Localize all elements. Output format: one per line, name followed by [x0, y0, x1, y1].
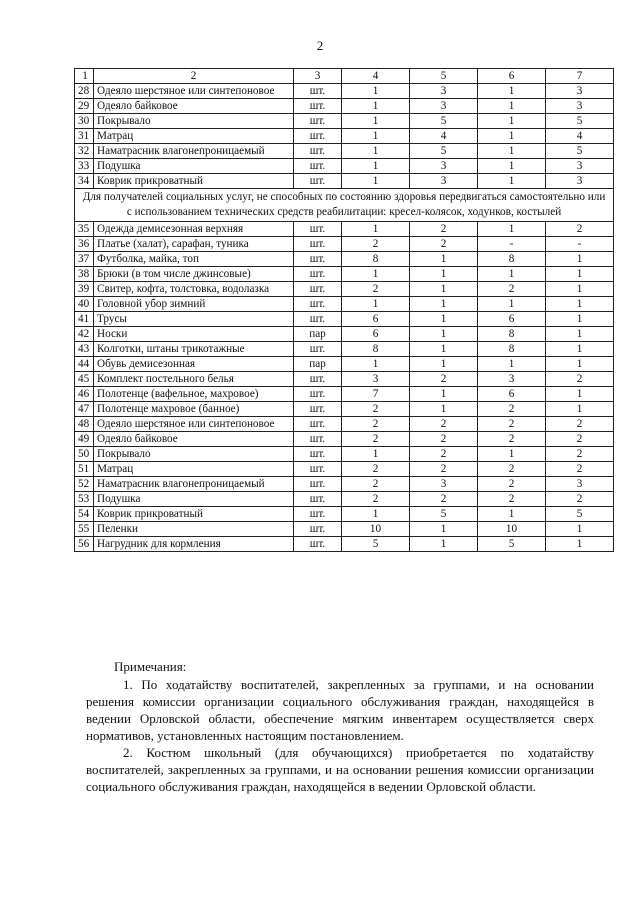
value-col-7: 3 [546, 159, 614, 174]
row-number: 47 [75, 402, 94, 417]
value-col-6: 6 [478, 312, 546, 327]
value-col-5: 3 [410, 477, 478, 492]
table-row [75, 267, 614, 282]
column-header: 5 [410, 69, 478, 84]
value-col-6: 8 [478, 252, 546, 267]
value-col-5: 1 [410, 357, 478, 372]
table-row [75, 114, 614, 129]
value-col-6: 6 [478, 387, 546, 402]
unit: шт. [294, 99, 342, 114]
unit: шт. [294, 507, 342, 522]
row-number: 56 [75, 537, 94, 552]
item-name: Подушка [94, 159, 294, 174]
value-col-6: 2 [478, 477, 546, 492]
value-col-5: 2 [410, 372, 478, 387]
table-header-row [75, 69, 614, 84]
value-col-7: 1 [546, 537, 614, 552]
value-col-4: 1 [342, 99, 410, 114]
unit: шт. [294, 462, 342, 477]
value-col-6: 1 [478, 84, 546, 99]
item-name: Одеяло шерстяное или синтепоновое [94, 84, 294, 99]
value-col-7: 5 [546, 144, 614, 159]
table-row [75, 402, 614, 417]
row-number: 39 [75, 282, 94, 297]
item-name: Подушка [94, 492, 294, 507]
row-number: 52 [75, 477, 94, 492]
item-name: Полотенце (вафельное, махровое) [94, 387, 294, 402]
row-number: 34 [75, 174, 94, 189]
unit: шт. [294, 492, 342, 507]
value-col-7: 3 [546, 99, 614, 114]
item-name: Футболка, майка, топ [94, 252, 294, 267]
value-col-4: 1 [342, 159, 410, 174]
page-number: 2 [316, 38, 324, 53]
unit: пар [294, 357, 342, 372]
value-col-6: 2 [478, 432, 546, 447]
column-header: 4 [342, 69, 410, 84]
value-col-6: 1 [478, 357, 546, 372]
note-item-1: 1. По ходатайству воспитателей, закрепленных за группами, и на основании решения комиссии организации социального обслуживания граждан, находящейся в ведении Орловской области, обеспечение мягким инвентарем осуществляется сверх нормативов, установленных настоящим постановлением. [86, 677, 594, 743]
item-name: Трусы [94, 312, 294, 327]
row-number: 42 [75, 327, 94, 342]
value-col-4: 1 [342, 267, 410, 282]
item-name: Комплект постельного белья [94, 372, 294, 387]
value-col-5: 1 [410, 537, 478, 552]
value-col-5: 2 [410, 462, 478, 477]
value-col-4: 6 [342, 327, 410, 342]
value-col-6: 1 [478, 267, 546, 282]
item-name: Носки [94, 327, 294, 342]
value-col-4: 2 [342, 417, 410, 432]
table-row [75, 372, 614, 387]
value-col-6: 1 [478, 99, 546, 114]
value-col-6: - [478, 237, 546, 252]
value-col-7: 2 [546, 492, 614, 507]
value-col-5: 5 [410, 114, 478, 129]
value-col-4: 1 [342, 144, 410, 159]
unit: шт. [294, 84, 342, 99]
value-col-4: 1 [342, 297, 410, 312]
unit: шт. [294, 159, 342, 174]
unit: шт. [294, 342, 342, 357]
value-col-5: 3 [410, 99, 478, 114]
value-col-5: 1 [410, 297, 478, 312]
table-row [75, 297, 614, 312]
row-number: 43 [75, 342, 94, 357]
value-col-5: 1 [410, 312, 478, 327]
row-number: 35 [75, 222, 94, 237]
table-row [75, 432, 614, 447]
value-col-7: 1 [546, 387, 614, 402]
column-header: 3 [294, 69, 342, 84]
value-col-7: 5 [546, 114, 614, 129]
table-row [75, 282, 614, 297]
table-row [75, 387, 614, 402]
value-col-5: 2 [410, 222, 478, 237]
table-row [75, 252, 614, 267]
value-col-5: 2 [410, 432, 478, 447]
value-col-5: 5 [410, 144, 478, 159]
unit: шт. [294, 432, 342, 447]
table-row [75, 84, 614, 99]
value-col-4: 1 [342, 357, 410, 372]
value-col-7: 1 [546, 267, 614, 282]
value-col-6: 3 [478, 372, 546, 387]
unit: шт. [294, 282, 342, 297]
unit: шт. [294, 114, 342, 129]
value-col-6: 2 [478, 417, 546, 432]
table-row [75, 447, 614, 462]
value-col-4: 1 [342, 84, 410, 99]
value-col-7: 1 [546, 342, 614, 357]
value-col-6: 1 [478, 222, 546, 237]
value-col-4: 8 [342, 342, 410, 357]
value-col-5: 5 [410, 507, 478, 522]
item-name: Свитер, кофта, толстовка, водолазка [94, 282, 294, 297]
section-heading-row [75, 189, 614, 222]
table-row [75, 99, 614, 114]
value-col-7: 2 [546, 222, 614, 237]
value-col-4: 1 [342, 174, 410, 189]
row-number: 45 [75, 372, 94, 387]
value-col-7: 1 [546, 357, 614, 372]
row-number: 50 [75, 447, 94, 462]
item-name: Пеленки [94, 522, 294, 537]
unit: шт. [294, 297, 342, 312]
item-name: Головной убор зимний [94, 297, 294, 312]
value-col-7: 5 [546, 507, 614, 522]
unit: шт. [294, 447, 342, 462]
item-name: Одеяло байковое [94, 99, 294, 114]
value-col-6: 8 [478, 327, 546, 342]
value-col-4: 1 [342, 129, 410, 144]
value-col-6: 1 [478, 144, 546, 159]
item-name: Покрывало [94, 447, 294, 462]
unit: шт. [294, 144, 342, 159]
value-col-6: 2 [478, 282, 546, 297]
item-name: Обувь демисезонная [94, 357, 294, 372]
value-col-4: 7 [342, 387, 410, 402]
value-col-4: 2 [342, 237, 410, 252]
table-row [75, 222, 614, 237]
table-row [75, 327, 614, 342]
unit: шт. [294, 477, 342, 492]
table-row [75, 477, 614, 492]
value-col-5: 2 [410, 237, 478, 252]
row-number: 55 [75, 522, 94, 537]
value-col-7: 4 [546, 129, 614, 144]
value-col-7: 1 [546, 297, 614, 312]
value-col-7: 3 [546, 477, 614, 492]
value-col-7: 3 [546, 174, 614, 189]
value-col-7: 1 [546, 402, 614, 417]
unit: шт. [294, 237, 342, 252]
value-col-7: 2 [546, 432, 614, 447]
notes-section [86, 658, 594, 795]
value-col-7: 2 [546, 372, 614, 387]
item-name: Одеяло байковое [94, 432, 294, 447]
value-col-7: 2 [546, 417, 614, 432]
value-col-6: 1 [478, 129, 546, 144]
value-col-7: - [546, 237, 614, 252]
item-name: Одеяло шерстяное или синтепоновое [94, 417, 294, 432]
value-col-5: 1 [410, 282, 478, 297]
value-col-5: 4 [410, 129, 478, 144]
value-col-4: 3 [342, 372, 410, 387]
table-row [75, 129, 614, 144]
column-header: 2 [94, 69, 294, 84]
value-col-5: 1 [410, 522, 478, 537]
unit: шт. [294, 174, 342, 189]
item-name: Коврик прикроватный [94, 507, 294, 522]
item-name: Матрац [94, 129, 294, 144]
value-col-4: 2 [342, 282, 410, 297]
table-row [75, 174, 614, 189]
note-item-2: 2. Костюм школьный (для обучающихся) приобретается по ходатайству воспитателей, закрепленных за группами, и на основании решения комиссии организации социального обслуживания граждан, находящейся в ведении Орловской области. [86, 745, 594, 794]
row-number: 53 [75, 492, 94, 507]
row-number: 28 [75, 84, 94, 99]
row-number: 36 [75, 237, 94, 252]
item-name: Коврик прикроватный [94, 174, 294, 189]
row-number: 40 [75, 297, 94, 312]
value-col-7: 2 [546, 447, 614, 462]
column-header: 1 [75, 69, 94, 84]
item-name: Брюки (в том числе джинсовые) [94, 267, 294, 282]
value-col-6: 1 [478, 507, 546, 522]
row-number: 46 [75, 387, 94, 402]
row-number: 38 [75, 267, 94, 282]
value-col-5: 3 [410, 174, 478, 189]
value-col-5: 3 [410, 84, 478, 99]
item-name: Нагрудник для кормления [94, 537, 294, 552]
row-number: 48 [75, 417, 94, 432]
unit: шт. [294, 129, 342, 144]
notes-title: Примечания: [114, 659, 187, 674]
unit: пар [294, 327, 342, 342]
value-col-4: 1 [342, 507, 410, 522]
row-number: 54 [75, 507, 94, 522]
column-header: 6 [478, 69, 546, 84]
value-col-4: 2 [342, 432, 410, 447]
value-col-7: 1 [546, 327, 614, 342]
value-col-6: 5 [478, 537, 546, 552]
value-col-7: 3 [546, 84, 614, 99]
value-col-4: 8 [342, 252, 410, 267]
row-number: 30 [75, 114, 94, 129]
item-name: Полотенце махровое (банное) [94, 402, 294, 417]
table-row [75, 492, 614, 507]
value-col-4: 1 [342, 222, 410, 237]
column-header: 7 [546, 69, 614, 84]
row-number: 32 [75, 144, 94, 159]
value-col-4: 1 [342, 114, 410, 129]
value-col-4: 2 [342, 477, 410, 492]
item-name: Наматрасник влагонепроницаемый [94, 144, 294, 159]
item-name: Колготки, штаны трикотажные [94, 342, 294, 357]
value-col-7: 1 [546, 522, 614, 537]
value-col-5: 2 [410, 417, 478, 432]
value-col-5: 2 [410, 492, 478, 507]
value-col-5: 1 [410, 267, 478, 282]
table-row [75, 537, 614, 552]
table-row [75, 522, 614, 537]
section-heading: Для получателей социальных услуг, не способных по состоянию здоровья передвигаться самостоятельно или с использованием технических средств реабилитации: кресел-колясок, ходунков, костылей [75, 189, 614, 222]
value-col-7: 2 [546, 462, 614, 477]
value-col-4: 2 [342, 462, 410, 477]
row-number: 37 [75, 252, 94, 267]
table-row [75, 507, 614, 522]
row-number: 49 [75, 432, 94, 447]
row-number: 31 [75, 129, 94, 144]
table-row [75, 462, 614, 477]
norms-table [74, 68, 614, 552]
unit: шт. [294, 402, 342, 417]
item-name: Матрац [94, 462, 294, 477]
value-col-6: 1 [478, 114, 546, 129]
value-col-6: 1 [478, 159, 546, 174]
unit: шт. [294, 417, 342, 432]
item-name: Наматрасник влагонепроницаемый [94, 477, 294, 492]
row-number: 29 [75, 99, 94, 114]
value-col-4: 10 [342, 522, 410, 537]
unit: шт. [294, 372, 342, 387]
unit: шт. [294, 387, 342, 402]
table-row [75, 417, 614, 432]
unit: шт. [294, 312, 342, 327]
item-name: Одежда демисезонная верхняя [94, 222, 294, 237]
row-number: 44 [75, 357, 94, 372]
unit: шт. [294, 267, 342, 282]
value-col-7: 1 [546, 282, 614, 297]
row-number: 51 [75, 462, 94, 477]
value-col-5: 1 [410, 387, 478, 402]
table-row [75, 342, 614, 357]
row-number: 41 [75, 312, 94, 327]
value-col-6: 2 [478, 462, 546, 477]
value-col-5: 1 [410, 252, 478, 267]
value-col-6: 1 [478, 297, 546, 312]
value-col-4: 1 [342, 447, 410, 462]
value-col-4: 2 [342, 492, 410, 507]
unit: шт. [294, 522, 342, 537]
table-row [75, 237, 614, 252]
unit: шт. [294, 537, 342, 552]
table-row [75, 312, 614, 327]
value-col-5: 1 [410, 342, 478, 357]
value-col-5: 1 [410, 402, 478, 417]
value-col-6: 1 [478, 447, 546, 462]
unit: шт. [294, 222, 342, 237]
value-col-6: 2 [478, 402, 546, 417]
value-col-7: 1 [546, 312, 614, 327]
unit: шт. [294, 252, 342, 267]
value-col-6: 1 [478, 174, 546, 189]
row-number: 33 [75, 159, 94, 174]
value-col-6: 8 [478, 342, 546, 357]
value-col-7: 1 [546, 252, 614, 267]
value-col-5: 2 [410, 447, 478, 462]
item-name: Покрывало [94, 114, 294, 129]
table-row [75, 357, 614, 372]
value-col-4: 2 [342, 402, 410, 417]
value-col-5: 1 [410, 327, 478, 342]
value-col-6: 10 [478, 522, 546, 537]
value-col-4: 5 [342, 537, 410, 552]
value-col-4: 6 [342, 312, 410, 327]
value-col-6: 2 [478, 492, 546, 507]
value-col-5: 3 [410, 159, 478, 174]
table-row [75, 144, 614, 159]
table-row [75, 159, 614, 174]
item-name: Платье (халат), сарафан, туника [94, 237, 294, 252]
